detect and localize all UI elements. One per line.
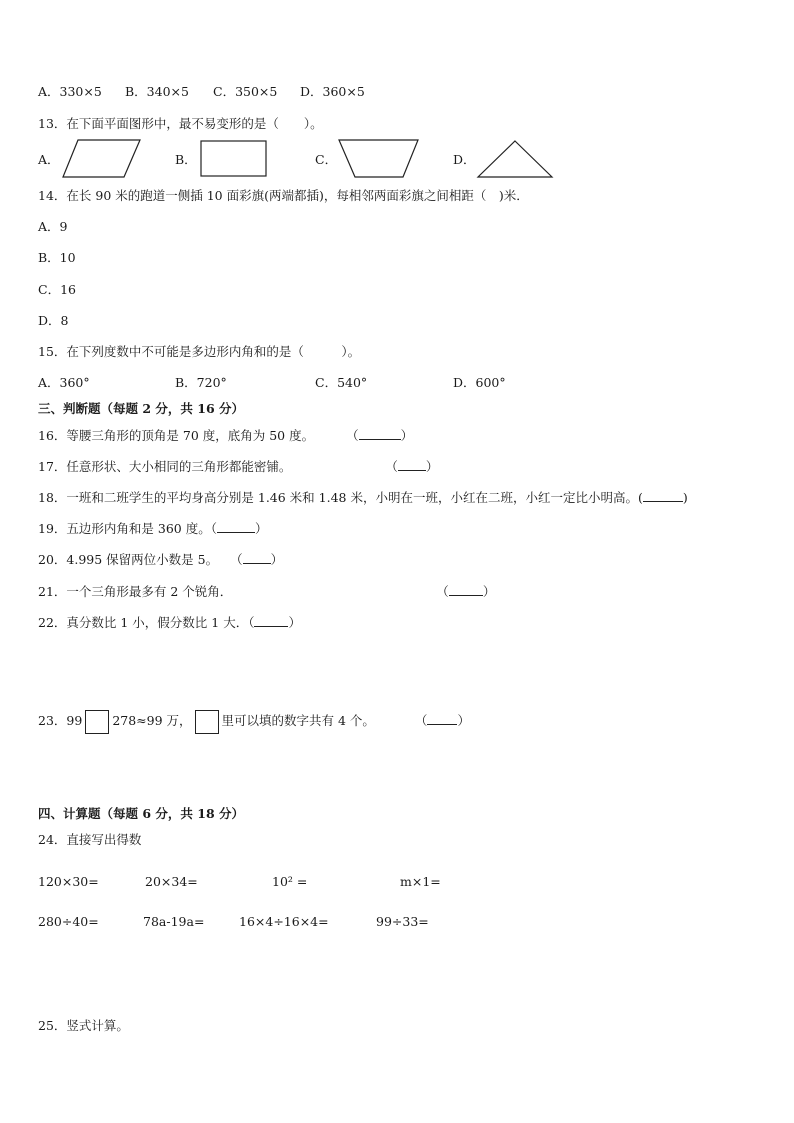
answer-blank[interactable] (449, 584, 483, 596)
q24-question: 24．直接写出得数 (38, 832, 142, 847)
q13-label-a: A． (38, 152, 60, 167)
q13-label-c: C． (315, 152, 338, 167)
calc-item: 78a-19a= (143, 914, 205, 929)
q25-question: 25．竖式计算。 (38, 1018, 129, 1033)
calc-item: 10² = (272, 874, 308, 889)
judge-item-19: 19．五边形内角和是 360 度。（ ） (38, 521, 268, 536)
calc-item: m×1= (400, 874, 441, 889)
q14-option-d: D．8 (38, 313, 69, 328)
judge-item-23: 23．99 278≈99 万， 里可以填的数字共有 4 个。 （ ） (38, 708, 470, 734)
answer-blank[interactable] (398, 459, 426, 471)
answer-blank[interactable] (254, 615, 288, 627)
answer-blank[interactable] (427, 713, 457, 725)
q14-question: 14．在长 90 米的跑道一侧插 10 面彩旗(两端都插)，每相邻两面彩旗之间相距（ )米． (38, 188, 529, 203)
calc-item: 280÷40= (38, 914, 99, 929)
answer-blank[interactable] (243, 552, 271, 564)
calc-item: 99÷33= (376, 914, 429, 929)
q14-option-b: B．10 (38, 250, 76, 265)
calc-item: 20×34= (145, 874, 198, 889)
q12-option-b: B．340×5 (125, 84, 189, 99)
q14-option-c: C．16 (38, 282, 76, 297)
q12-option-a: A．330×5 (38, 84, 102, 99)
judge-item-18: 18．一班和二班学生的平均身高分别是 1.46 米和 1.48 米，小明在一班，小红在二班，小红一定比小明高。( ) (38, 490, 688, 505)
judge-item-21: 21．一个三角形最多有 2 个锐角． （ ） (38, 584, 496, 599)
section-4-heading: 四、计算题（每题 6 分，共 18 分） (38, 806, 245, 821)
section-3-heading: 三、判断题（每题 2 分，共 16 分） (38, 401, 245, 416)
calc-item: 120×30= (38, 874, 99, 889)
judge-item-16: 16．等腰三角形的顶角是 70 度，底角为 50 度。 （ ） (38, 428, 414, 443)
answer-blank[interactable] (359, 428, 401, 440)
judge-item-20: 20．4.995 保留两位小数是 5。 （ ） (38, 552, 284, 567)
q15-option-d: D．600° (453, 375, 506, 390)
calc-item: 16×4÷16×4= (239, 914, 329, 929)
q15-option-c: C．540° (315, 375, 368, 390)
rectangle-icon (200, 140, 268, 178)
q13-label-d: D． (453, 152, 476, 167)
parallelogram-icon (62, 139, 142, 179)
digit-box[interactable] (85, 710, 109, 734)
answer-blank[interactable] (643, 490, 683, 502)
q15-question: 15．在下列度数中不可能是多边形内角和的是（ ）。 (38, 344, 361, 359)
q12-option-c: C．350×5 (213, 84, 278, 99)
q13-question: 13．在下面平面图形中，最不易变形的是（ ）。 (38, 116, 323, 131)
triangle-icon (477, 140, 553, 178)
q15-option-a: A．360° (38, 375, 90, 390)
digit-box[interactable] (195, 710, 219, 734)
q13-label-b: B． (175, 152, 197, 167)
judge-item-17: 17．任意形状、大小相同的三角形都能密铺。 （ ） (38, 459, 439, 474)
q14-option-a: A．9 (38, 219, 68, 234)
answer-blank[interactable] (217, 521, 255, 533)
q12-option-d: D．360×5 (300, 84, 365, 99)
judge-item-22: 22．真分数比 1 小，假分数比 1 大．（ ） (38, 615, 301, 630)
trapezoid-icon (338, 139, 420, 179)
q15-option-b: B．720° (175, 375, 227, 390)
